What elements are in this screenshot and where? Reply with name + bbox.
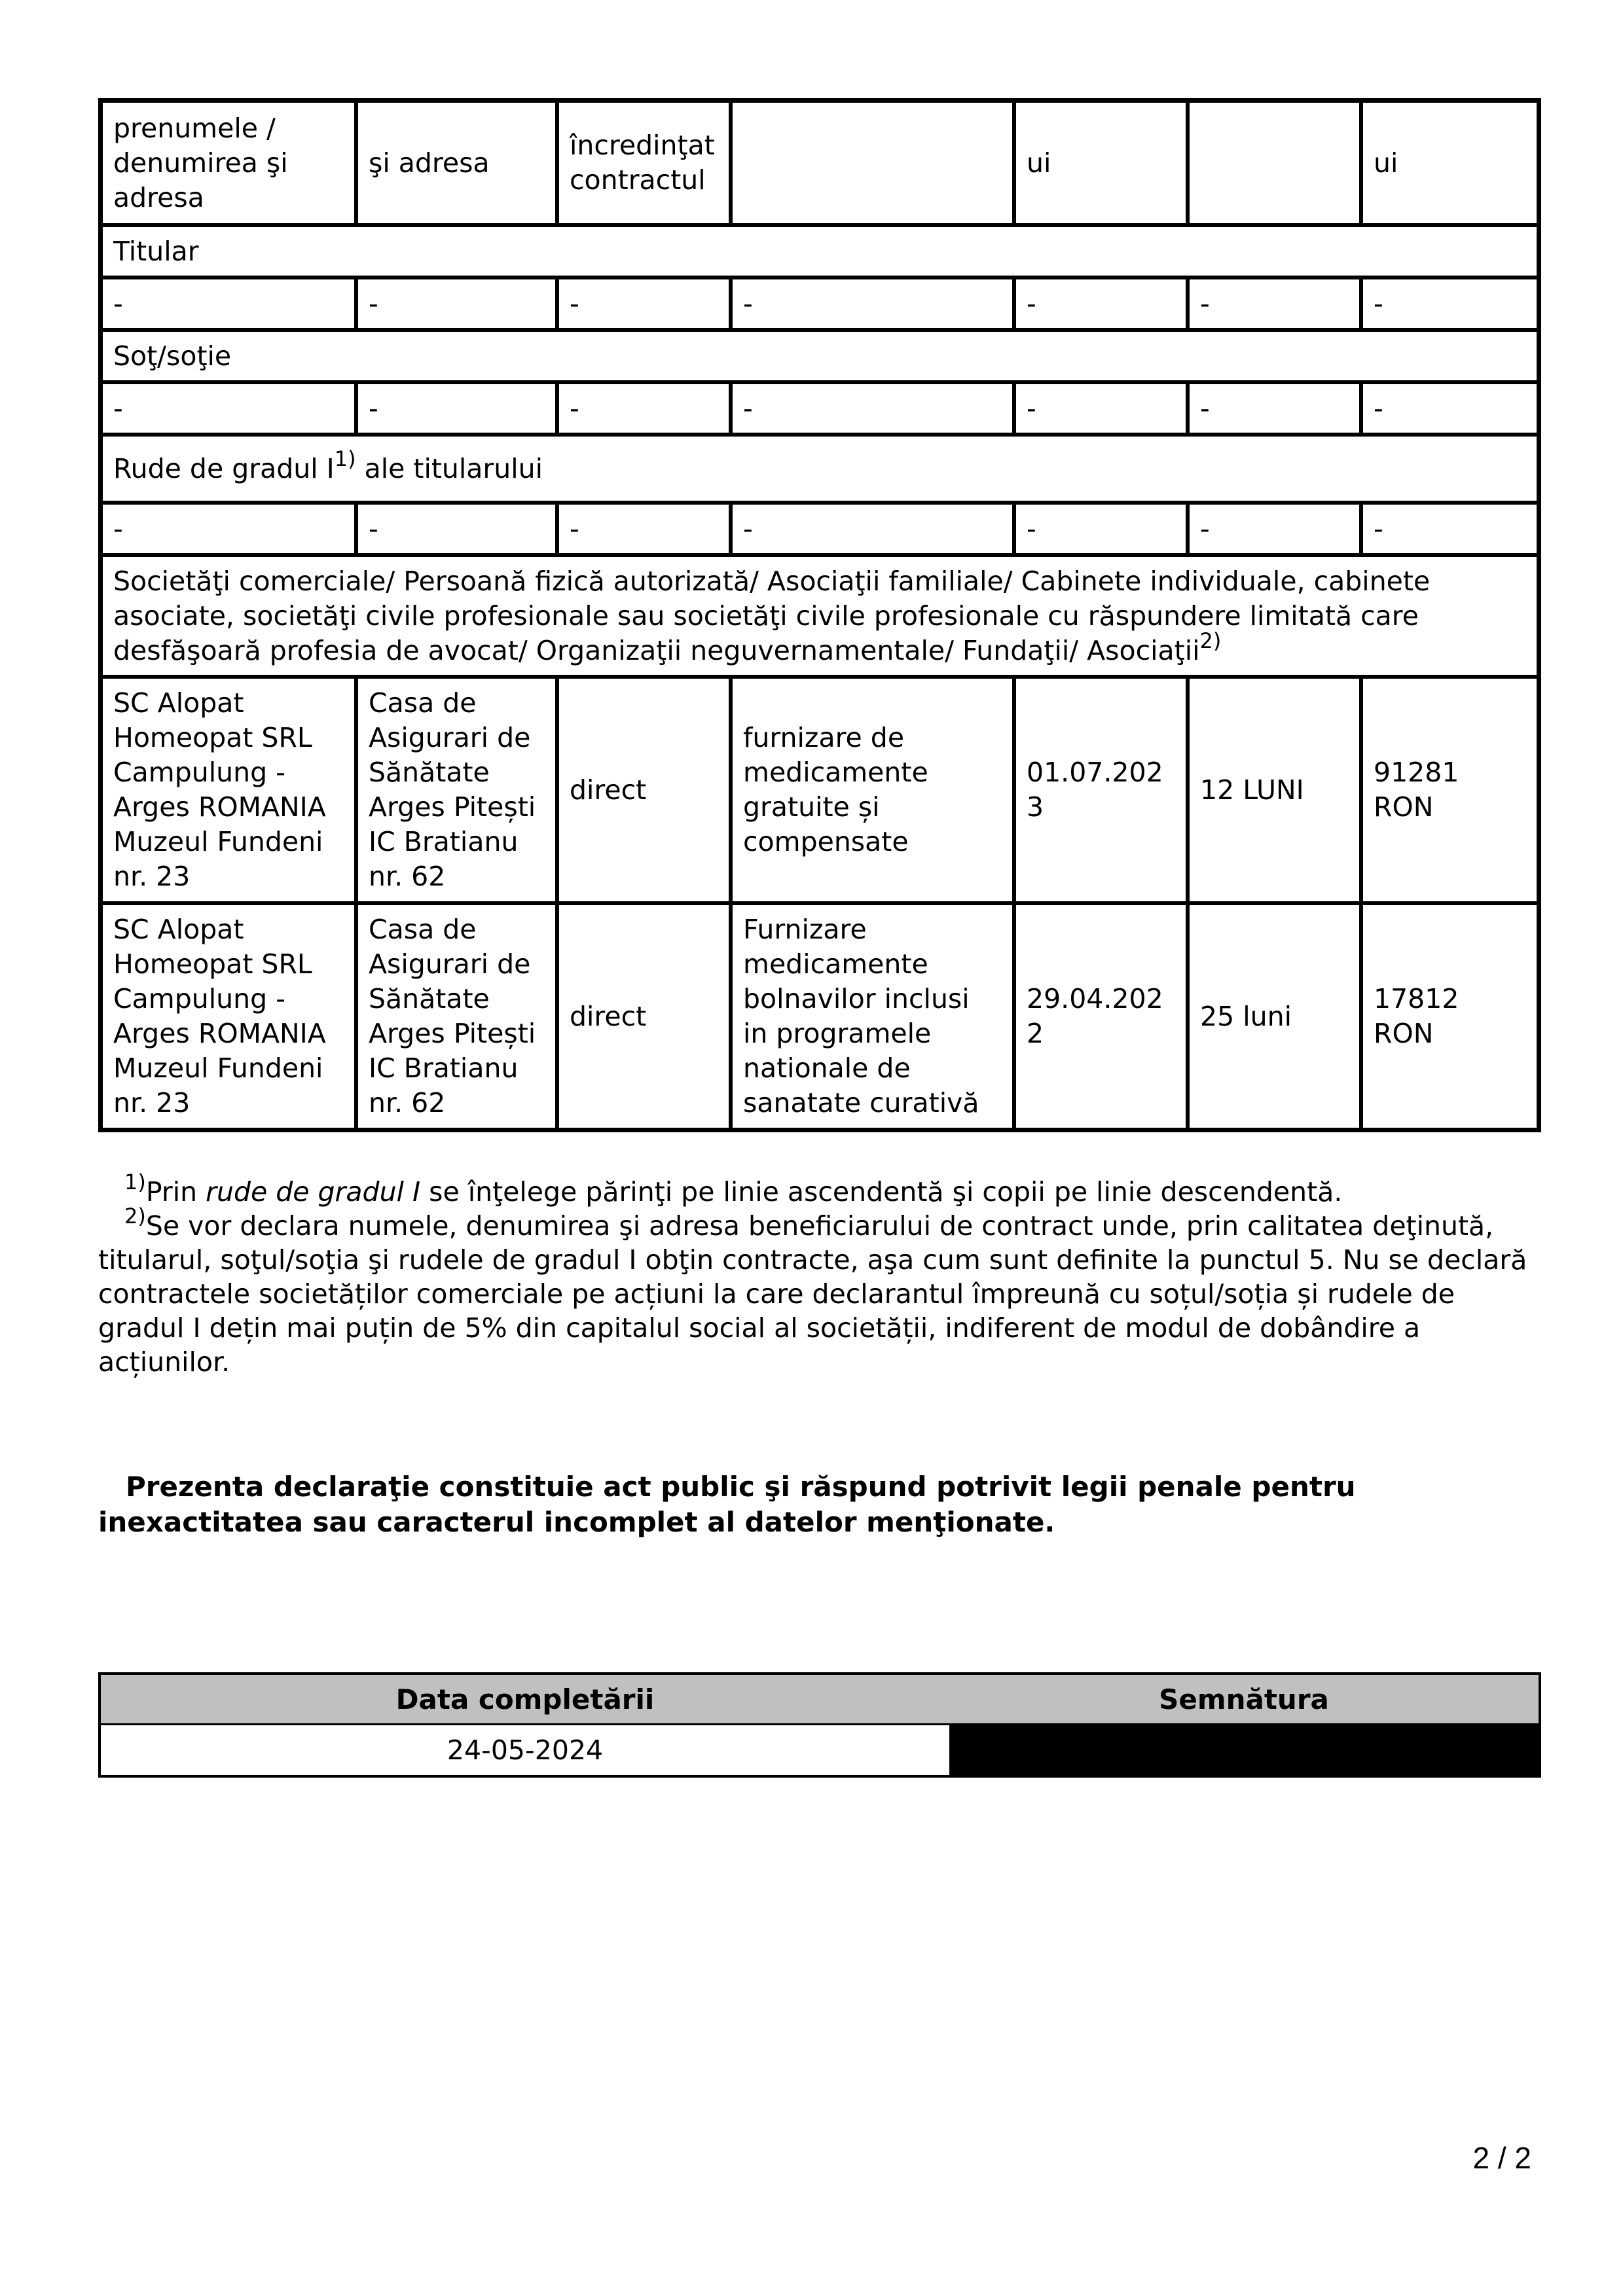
signature-table: [98, 1672, 1541, 1778]
institution-cell: Casa de Asigurari de Sănătate Arges Pitești IC Bratianu nr. 62: [356, 677, 557, 903]
empty-cell: -: [1188, 278, 1361, 330]
contract-type-cell: furnizare de medicamente gratuite și compensate: [731, 677, 1014, 903]
footnote-1-italic: rude de gradul I: [206, 1176, 421, 1208]
footnote-1-prefix: Prin: [145, 1176, 206, 1208]
beneficiary-cell: SC Alopat Homeopat SRL Campulung - Arges ROMANIA Muzeul Fundeni nr. 23: [101, 677, 356, 903]
footnote-1-marker: 1): [124, 1170, 146, 1194]
footnote-ref-2: 2): [1199, 628, 1222, 653]
empty-cell: -: [557, 278, 731, 330]
table-row: [101, 382, 1539, 435]
institution-cell: Casa de Asigurari de Sănătate Arges Pitești IC Bratianu nr. 62: [356, 903, 557, 1130]
empty-cell: -: [1014, 278, 1188, 330]
value-cell: 17812 RON: [1361, 903, 1539, 1130]
empty-cell: -: [557, 503, 731, 555]
footnotes: [98, 1170, 1536, 1379]
signature-redacted: [949, 1725, 1539, 1775]
empty-cell: -: [1014, 503, 1188, 555]
empty-cell: -: [356, 382, 557, 435]
empty-cell: -: [101, 382, 356, 435]
section-rude-suffix: ale titularului: [356, 452, 543, 484]
footnote-2-text: Se vor declara numele, denumirea şi adresa beneficiarului de contract unde, prin calitatea deţinută, titularul, soţul/soţia şi rudele de gradul I obţin contracte, aşa cum sunt definite la punctul 5. Nu se declară contractele societăților comerciale pe acțiuni la care declarantul împreună cu soțul/soția și rudele de gradul I dețin mai puțin de 5% din capitalul social al societății, indiferent de modul de dobândire a acțiunilor.: [98, 1210, 1527, 1378]
header-cell: ui: [1014, 101, 1188, 225]
footnote-2-marker: 2): [124, 1204, 146, 1229]
empty-cell: -: [731, 382, 1014, 435]
declaration-statement: Prezenta declaraţie constituie act public şi răspund potrivit legii penale pentru inexactitatea sau caracterul incomplet al datelor menţionate.: [98, 1471, 1356, 1538]
procedure-cell: direct: [557, 677, 731, 903]
section-societati-label: Societăţi comerciale/ Persoană fizică autorizată/ Asociaţii familiale/ Cabinete individuale, cabinete asociate, societăţi civile profesionale sau societăţi civile profesionale cu răspundere limitată care desfăşoară profesia de avocat/ Organizaţii neguvernamentale/ Fundaţii/ Asociaţii: [113, 565, 1431, 666]
header-cell: încredinţat contractul: [557, 101, 731, 225]
header-cell: prenumele / denumirea şi adresa: [101, 101, 356, 225]
date-header: Data completării: [101, 1675, 949, 1725]
empty-cell: -: [1361, 503, 1539, 555]
empty-cell: -: [356, 278, 557, 330]
empty-cell: -: [1014, 382, 1188, 435]
footnote-ref-1: 1): [334, 446, 356, 471]
footnote-1-rest: se înţelege părinţi pe linie ascendentă şi copii pe linie descendentă.: [420, 1176, 1343, 1208]
section-sot-sotie: Soţ/soţie: [101, 330, 1539, 382]
section-titular: Titular: [101, 225, 1539, 278]
page-number: 2 / 2: [1472, 2141, 1531, 2175]
header-cell: şi adresa: [356, 101, 557, 225]
contracts-table: [98, 98, 1541, 1132]
empty-cell: -: [356, 503, 557, 555]
table-row: [101, 503, 1539, 555]
page-content: [98, 98, 1536, 1132]
empty-cell: -: [1361, 278, 1539, 330]
empty-cell: -: [557, 382, 731, 435]
duration-cell: 12 LUNI: [1188, 677, 1361, 903]
empty-cell: -: [101, 278, 356, 330]
procedure-cell: direct: [557, 903, 731, 1130]
table-row: [101, 278, 1539, 330]
footnote-1: [98, 1170, 1536, 1209]
table-row: [101, 677, 1539, 903]
table-row: [101, 903, 1539, 1130]
duration-cell: 25 luni: [1188, 903, 1361, 1130]
date-cell: 01.07.2023: [1014, 677, 1188, 903]
completion-date: 24-05-2024: [447, 1734, 604, 1766]
section-rude-label: Rude de gradul I: [113, 452, 335, 484]
footnote-2: [98, 1204, 1536, 1379]
empty-cell: -: [1188, 503, 1361, 555]
section-societati: [101, 555, 1539, 677]
empty-cell: -: [731, 503, 1014, 555]
empty-cell: -: [1361, 382, 1539, 435]
table-header-row: [101, 101, 1539, 225]
empty-cell: -: [101, 503, 356, 555]
empty-cell: -: [1188, 382, 1361, 435]
contract-type-cell: Furnizare medicamente bolnavilor inclusi in programele nationale de sanatate curativă: [731, 903, 1014, 1130]
date-cell: 29.04.2022: [1014, 903, 1188, 1130]
empty-cell: -: [731, 278, 1014, 330]
section-rude: [101, 435, 1539, 503]
beneficiary-cell: SC Alopat Homeopat SRL Campulung - Arges ROMANIA Muzeul Fundeni nr. 23: [101, 903, 356, 1130]
value-cell: 91281 RON: [1361, 677, 1539, 903]
header-cell: [1188, 101, 1361, 225]
signature-header: Semnătura: [949, 1675, 1539, 1725]
header-cell: [731, 101, 1014, 225]
header-cell: ui: [1361, 101, 1539, 225]
